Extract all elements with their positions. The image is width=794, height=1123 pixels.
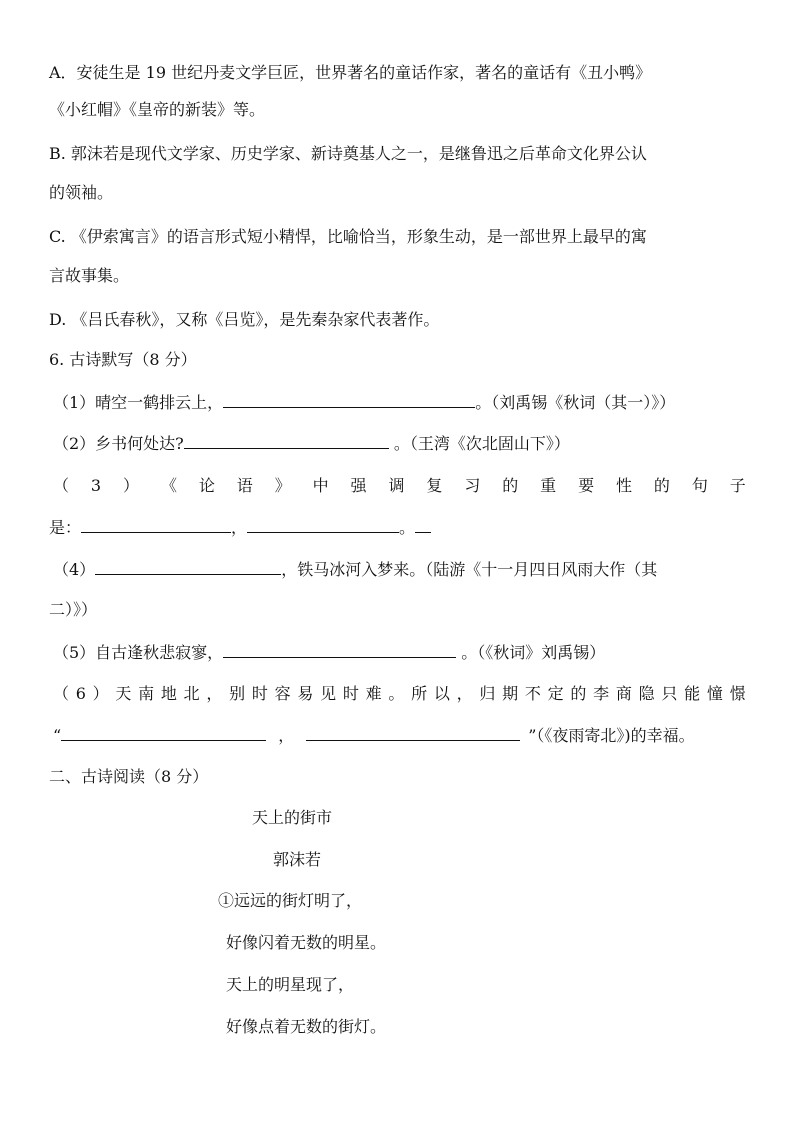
q6-item3-char: ） [123, 476, 140, 495]
q6-item3-char: 要 [578, 476, 595, 495]
q6-item6-char: 地 [160, 684, 177, 703]
q6-item6-char: 隐 [638, 684, 655, 703]
q6-item6-char: 的 [570, 684, 587, 703]
q6-item4-line1 [53, 559, 657, 580]
q6-item3-char: 句 [691, 476, 708, 495]
q6-item6-char: 南 [138, 684, 155, 703]
q6-item3-line1 [53, 476, 746, 496]
q6-item1 [53, 392, 675, 413]
q6-item6-char: 商 [615, 684, 632, 703]
q6-item4-prefix: （4） [53, 560, 96, 579]
poem-author: 郭沫若 [273, 850, 322, 869]
q6-item6-char: ， [206, 684, 223, 703]
q6-item3-answer-blank-1[interactable] [81, 517, 231, 533]
q6-item6-char: 。 [388, 684, 405, 703]
q6-item6-char: 见 [320, 684, 337, 703]
q6-item3-char: 子 [729, 476, 746, 495]
q6-item6-char: 憬 [729, 684, 746, 703]
q6-item3-answer-blank-2[interactable] [247, 517, 399, 533]
option-d-line1: D. 《吕氏春秋》，又称《吕览》，是先秦杂家代表著作。 [49, 310, 440, 329]
q6-item2-suffix: 。（王湾《次北固山下》） [388, 434, 570, 453]
q6-item6-line2 [53, 725, 695, 746]
q6-item2-answer-blank[interactable] [184, 433, 389, 449]
poem-line-2: 好像闪着无数的明星。 [226, 933, 387, 952]
q6-item3-char: 的 [653, 476, 670, 495]
q6-item5-prefix: （5）自古逢秋悲寂寥， [53, 643, 224, 662]
q6-item6-char: 期 [502, 684, 519, 703]
q6-item1-suffix: 。（刘禹锡《秋词（其一）》） [475, 393, 676, 412]
poem-title: 天上的街市 [252, 808, 333, 827]
q6-item3-line2-prefix: 是： [49, 518, 82, 537]
poem-line-1: ①远远的街灯明了， [218, 891, 363, 910]
q6-item3-char: 的 [502, 476, 519, 495]
q6-item2-prefix: （2）乡书何处达? [53, 434, 184, 453]
q6-item3-char: 中 [312, 476, 329, 495]
q6-item6-char: 不 [524, 684, 541, 703]
q6-item3-char: 《 [160, 476, 177, 495]
poem-line-4: 好像点着无数的街灯。 [226, 1017, 387, 1036]
q6-item6-char: 以 [433, 684, 450, 703]
q6-item6-line1 [53, 684, 746, 704]
q6-item3-char: 重 [540, 476, 557, 495]
q6-item3-char: 3 [90, 476, 102, 495]
option-c-line2: 言故事集。 [49, 266, 130, 285]
q6-item1-answer-blank[interactable] [223, 392, 475, 408]
q6-item3-period: 。 [399, 518, 416, 537]
q6-item6-char: 易 [297, 684, 314, 703]
q6-item6-char: 时 [251, 684, 268, 703]
q6-item3-char: 》 [274, 476, 291, 495]
option-b-line1: B. 郭沫若是现代文学家、历史学家、新诗奠基人之一，是继鲁迅之后革命文化界公认 [49, 144, 647, 163]
q6-heading: 6. 古诗默写（8 分） [49, 350, 197, 369]
q6-item4-suffix: ，铁马冰河入梦来。（陆游《十一月四日风雨大作（其 [281, 560, 658, 579]
q6-item3-char: 习 [464, 476, 481, 495]
q6-item3-trailing-line [415, 517, 431, 533]
q6-item6-char: 时 [342, 684, 359, 703]
q6-item6-comma: ， [278, 726, 295, 745]
option-b-line2: 的领袖。 [49, 183, 114, 202]
q6-item6-char: 容 [274, 684, 291, 703]
q6-item4-line2: 二）》） [49, 600, 98, 619]
section2-heading: 二、古诗阅读（8 分） [49, 767, 209, 786]
q6-item3-char: 强 [350, 476, 367, 495]
q6-item6-char: ， [456, 684, 473, 703]
q6-item6-char: 归 [479, 684, 496, 703]
q6-item6-char: 别 [229, 684, 246, 703]
q6-item6-char: 所 [411, 684, 428, 703]
q6-item6-char: 天 [115, 684, 132, 703]
q6-item3-char: 调 [388, 476, 405, 495]
q6-item6-char: 只 [661, 684, 678, 703]
q6-item4-answer-blank[interactable] [95, 559, 281, 575]
q6-item6-char: 能 [684, 684, 701, 703]
q6-item6-char: 北 [183, 684, 200, 703]
q6-item3-char: 性 [616, 476, 633, 495]
q6-item5-answer-blank[interactable] [223, 642, 456, 658]
q6-item6-char: 6 [75, 684, 86, 703]
q6-item6-char: ） [92, 684, 109, 703]
q6-item6-char: 憧 [706, 684, 723, 703]
q6-item6-char: 难 [365, 684, 382, 703]
q6-item6-answer-blank-1[interactable] [61, 725, 266, 741]
q6-item6-char: 李 [593, 684, 610, 703]
option-c-line1: C. 《伊索寓言》的语言形式短小精悍，比喻恰当，形象生动，是一部世界上最早的寓 [49, 227, 647, 246]
q6-item3-line2 [49, 517, 431, 538]
q6-item5-suffix: 。（《秋词》刘禹锡） [456, 643, 606, 662]
q6-item1-prefix: （1）晴空一鹤排云上， [53, 393, 224, 412]
q6-item3-char: （ [53, 476, 70, 495]
option-a-line1: A．安徒生是 19 世纪丹麦文学巨匠，世界著名的童话作家，著名的童话有《丑小鸭》 [49, 63, 652, 82]
q6-item2 [53, 433, 570, 454]
q6-item3-comma: ， [231, 518, 248, 537]
option-a-line2: 《小红帽》《皇帝的新装》等。 [49, 100, 266, 119]
q6-item3-char: 论 [198, 476, 215, 495]
q6-item5 [53, 642, 605, 663]
q6-item3-char: 语 [236, 476, 253, 495]
q6-item6-char: （ [53, 684, 70, 703]
q6-item6-char: 定 [547, 684, 564, 703]
poem-line-3: 天上的明星现了， [226, 975, 355, 994]
q6-item6-suffix: ”（《夜雨寄北》)的幸福。 [528, 726, 695, 745]
q6-item6-open-quote: “ [53, 726, 62, 745]
q6-item6-answer-blank-2[interactable] [306, 725, 520, 741]
q6-item3-char: 复 [426, 476, 443, 495]
